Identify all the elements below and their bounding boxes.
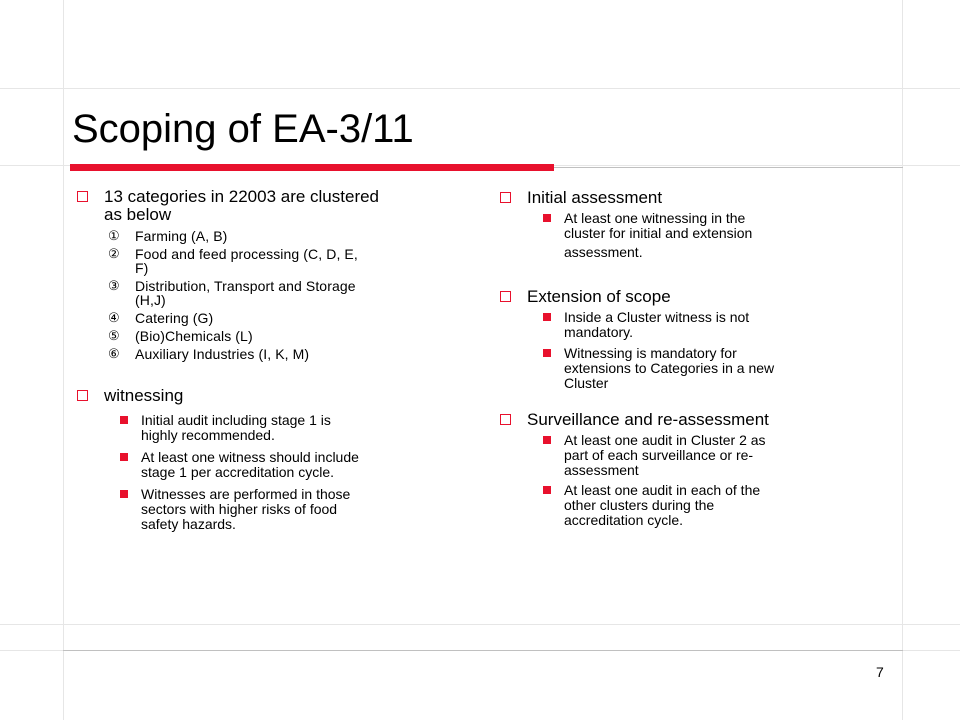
circled-number: ⑤ xyxy=(108,328,120,343)
circled-number: ⑥ xyxy=(108,346,120,361)
categories-heading: 13 categories in 22003 are clustered as below xyxy=(76,188,476,224)
hollow-square-bullet-icon xyxy=(500,414,511,425)
grid-vline xyxy=(63,0,64,720)
category-item: ① Farming (A, B) xyxy=(108,228,228,244)
footer-rule xyxy=(63,650,903,651)
initial-assessment-item: At least one witnessing in the cluster for initial and extension assessment. xyxy=(499,211,899,260)
circled-number: ④ xyxy=(108,310,120,325)
circled-number: ① xyxy=(108,228,120,243)
surveillance-item: At least one audit in each of the other clusters during the accreditation cycle. xyxy=(499,483,899,528)
hollow-square-bullet-icon xyxy=(77,390,88,401)
red-square-bullet-icon xyxy=(543,486,551,494)
extension-of-scope-heading: Extension of scope xyxy=(499,288,899,306)
witnessing-item: Initial audit including stage 1 is highly recommended. xyxy=(76,413,476,443)
red-square-bullet-icon xyxy=(120,416,128,424)
left-column xyxy=(76,188,476,532)
surveillance-item: At least one audit in Cluster 2 as part of each surveillance or re- assessment xyxy=(499,433,899,478)
category-item: ③ Distribution, Transport and Storage (H,J) xyxy=(108,278,356,308)
circled-number: ② xyxy=(108,246,120,261)
red-square-bullet-icon xyxy=(543,349,551,357)
grid-hline xyxy=(0,88,960,89)
red-square-bullet-icon xyxy=(120,453,128,461)
page-number: 7 xyxy=(876,664,884,680)
surveillance-heading: Surveillance and re-assessment xyxy=(499,411,899,429)
witnessing-item: At least one witness should include stage 1 per accreditation cycle. xyxy=(76,450,476,480)
grid-vline xyxy=(902,0,903,720)
title-rule xyxy=(554,167,903,168)
extension-item: Witnessing is mandatory for extensions to Categories in a new Cluster xyxy=(499,346,899,391)
category-item: ⑥ Auxiliary Industries (I, K, M) xyxy=(108,346,310,362)
category-item: ④ Catering (G) xyxy=(108,310,214,326)
category-item: ② Food and feed processing (C, D, E, F) xyxy=(108,246,358,276)
circled-number: ③ xyxy=(108,278,120,293)
category-item: ⑤ (Bio)Chemicals (L) xyxy=(108,328,253,344)
extension-item: Inside a Cluster witness is not mandatory. xyxy=(499,310,899,340)
hollow-square-bullet-icon xyxy=(500,291,511,302)
hollow-square-bullet-icon xyxy=(500,192,511,203)
red-square-bullet-icon xyxy=(543,436,551,444)
red-square-bullet-icon xyxy=(120,490,128,498)
hollow-square-bullet-icon xyxy=(77,191,88,202)
slide-title: Scoping of EA-3/11 xyxy=(72,107,414,151)
witnessing-heading: witnessing xyxy=(76,387,476,405)
grid-hline xyxy=(0,624,960,625)
red-square-bullet-icon xyxy=(543,214,551,222)
right-column xyxy=(499,189,899,528)
initial-assessment-heading: Initial assessment xyxy=(499,189,899,207)
title-underline-bar xyxy=(70,164,554,171)
witnessing-item: Witnesses are performed in those sectors with higher risks of food safety hazards. xyxy=(76,487,476,532)
red-square-bullet-icon xyxy=(543,313,551,321)
